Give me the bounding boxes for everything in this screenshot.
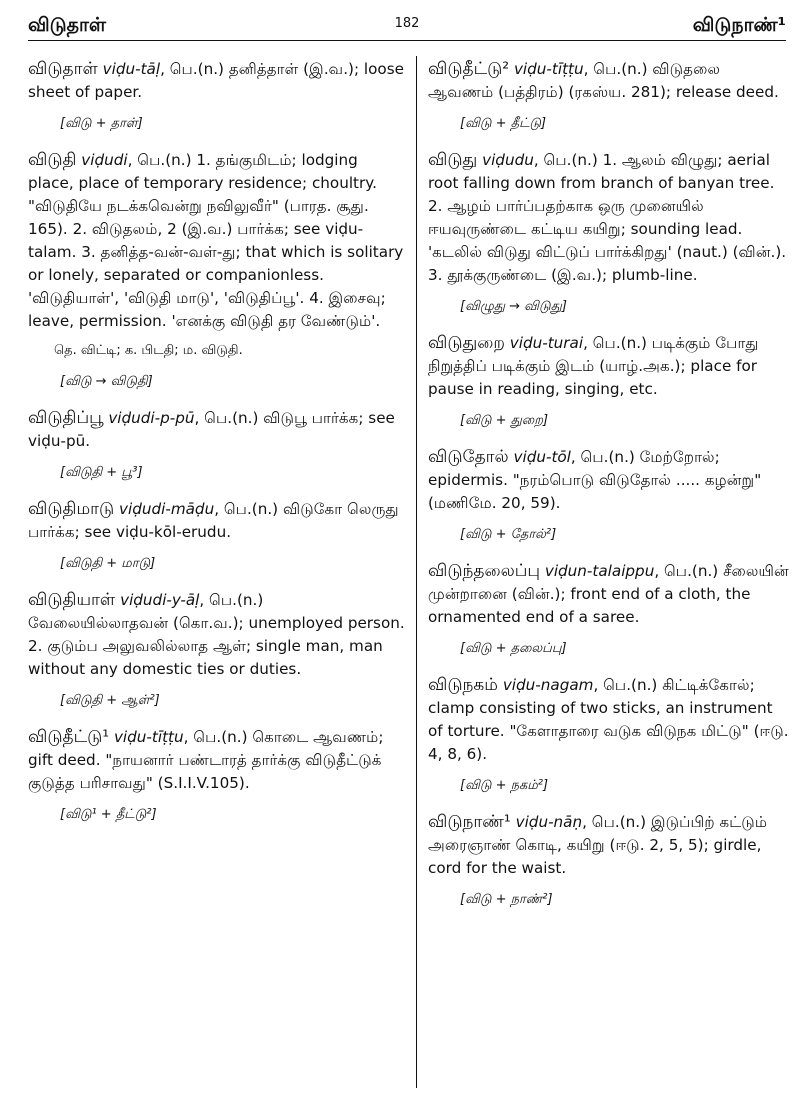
headword: விடுந்தலைப்பு [428, 561, 540, 581]
definition: , பெ.(n.) இடுப்பிற் கட்டும் அரைஞாண் கொடி, கயிறு (ஈடு. 2, 5, 5); girdle, cord for the waist. [428, 813, 768, 877]
etymology: [விடுதி + மாடு] [60, 556, 156, 571]
entry-text [428, 560, 790, 629]
transliteration: viḍudi [81, 151, 128, 169]
transliteration: viḍu-turai [509, 334, 584, 352]
etymology: [விடுதி + பூ³] [60, 465, 143, 480]
left-column [28, 58, 406, 840]
entry-text [428, 674, 790, 766]
dictionary-entry [428, 446, 790, 546]
headword: விடுதீட்டு¹ [28, 727, 110, 747]
right-column [428, 58, 790, 925]
etymology: [விழுது → விடுது] [460, 299, 567, 314]
definition: , பெ.(n.) கிட்டிக்கோல்; clamp consisting of two sticks, an instrument of torture. "கேளாதாரை வடுக விடுநக மிட்டு" (ஈடு. 4, 8, 6). [428, 676, 789, 763]
entry-text [428, 446, 790, 515]
dictionary-entry [428, 560, 790, 660]
headword: விடுநகம் [428, 675, 498, 695]
headword: விடுதோல் [428, 447, 509, 467]
transliteration: viḍudu [482, 151, 534, 169]
entry-text [428, 332, 790, 401]
transliteration: viḍu-tīṭṭu [113, 728, 184, 746]
dictionary-entry [28, 726, 406, 826]
entry-text [28, 589, 406, 681]
definition: , பெ.(n.) கொடை ஆவணம்; gift deed. "நாயனார் பண்டாரத் தார்க்கு விடுதீட்டுக் குடுத்த பரிசாவது" (S.I.I.V.105). [28, 728, 384, 792]
transliteration: viḍu-tīṭṭu [513, 60, 584, 78]
cognates: தெ. விட்டி; க. பிடதி; ம. விடுதி. [54, 343, 243, 358]
etymology: [விடு + நாண்²] [460, 892, 553, 907]
entry-text [28, 498, 406, 544]
definition: , பெ.(n.) தனித்தாள் (இ.வ.); loose sheet of paper. [28, 60, 404, 101]
transliteration: viḍudi-y-āḷ [120, 591, 200, 609]
headword: விடுதுறை [428, 333, 505, 353]
page-number: 182 [394, 16, 420, 31]
dictionary-entry [28, 58, 406, 135]
transliteration: viḍu-nagam [502, 676, 594, 694]
column-divider [416, 56, 417, 1088]
dictionary-entry [428, 332, 790, 432]
etymology: [விடு + தாள்] [60, 116, 143, 131]
headword: விடுநாண்¹ [428, 812, 511, 832]
definition: , பெ.(n.) மேற்றோல்; epidermis. "நரம்பொடு விடுதோல் ..... கழன்று" (மணிமே. 20, 59). [428, 448, 762, 512]
dictionary-entry [28, 407, 406, 484]
dictionary-entry [28, 149, 406, 393]
dictionary-entry [28, 498, 406, 575]
dictionary-entry [428, 811, 790, 911]
headword: விடுது [428, 150, 478, 170]
entry-text [428, 811, 790, 880]
etymology: [விடு + நகம்²] [460, 778, 549, 793]
etymology: [விடு + துறை] [460, 413, 549, 428]
definition: , பெ.(n.) 1. ஆலம் விழுது; aerial root falling down from branch of banyan tree. 2. ஆழம் பார்ப்பதற்காக ஒரு முனையில் ஈயவுருண்டை கட்டிய கயிறு; sounding lead. 'கடலில் விடுது விட்டுப் பார்க்கிறது' (naut.) (வின்.). 3. தூக்குருண்டை (இ.வ.); plumb-line. [428, 151, 787, 284]
dictionary-entry [28, 589, 406, 712]
headword: விடுதி [28, 150, 77, 170]
definition: , பெ.(n.) சீலையின் முன்றானை (வின்.); front end of a cloth, the ornamented end of a saree. [428, 562, 789, 626]
headword: விடுதியாள் [28, 590, 116, 610]
transliteration: viḍu-tāḷ [102, 60, 161, 78]
entry-text [28, 726, 406, 795]
etymology: [விடு¹ + தீட்டு²] [60, 807, 157, 822]
dictionary-entry [428, 58, 790, 135]
entry-text [28, 407, 406, 453]
headword: விடுதிப்பூ [28, 408, 104, 428]
definition: , பெ.(n.) 1. தங்குமிடம்; lodging place, place of temporary residence; choultry. "விடுதியே நடக்கவென்று நவிலுவீர்" (பாரத. சூது. 165). 2. விடுதலம், 2 (இ.வ.) பார்க்க; see viḍu-talam. 3. தனித்த-வன்-வள்-து; that which is solitary or lonely, separated or companionless. 'விடுதியாள்', 'விடுதி மாடு', 'விடுதிப்பூ'. 4. இசைவு; leave, permission. 'எனக்கு விடுதி தர வேண்டும்'. [28, 151, 404, 330]
transliteration: viḍu-nāṇ [515, 813, 583, 831]
transliteration: viḍun-talaippu [544, 562, 655, 580]
entry-text [428, 58, 790, 104]
definition: , பெ.(n.) விடுகோ லெருது பார்க்க; see viḍu-kōl-erudu. [28, 500, 399, 541]
entry-text [28, 149, 406, 333]
transliteration: viḍu-tōl [513, 448, 571, 466]
etymology: [விடு + தோல்²] [460, 527, 557, 542]
running-head-left: விடுதாள் [28, 14, 107, 36]
page-header [28, 14, 786, 41]
etymology: [விடு + தீட்டு] [460, 116, 547, 131]
headword: விடுதிமாடு [28, 499, 115, 519]
definition: , பெ.(n.) படிக்கும் போது நிறுத்திப் படிக்கும் இடம் (யாழ்.அக.); place for pause in reading, singing, etc. [428, 334, 759, 398]
etymology: [விடு + தலைப்பு] [460, 641, 567, 656]
definition: , பெ.(n.) வேலையில்லாதவன் (கொ.வ.); unemployed person. 2. குடும்ப அலுவலில்லாத ஆள்; single man, man without any domestic ties or duties. [28, 591, 405, 678]
headword: விடுதாள் [28, 59, 98, 79]
definition: , பெ.(n.) விடுபூ பார்க்க; see viḍu-pū. [28, 409, 395, 450]
etymology: [விடுதி + ஆள்²] [60, 693, 160, 708]
entry-text [28, 58, 406, 104]
running-head-right: விடுநாண்¹ [692, 14, 786, 36]
dictionary-entry [428, 674, 790, 797]
dictionary-entry [428, 149, 790, 318]
transliteration: viḍudi-māḍu [119, 500, 215, 518]
transliteration: viḍudi-p-pū [108, 409, 195, 427]
entry-text [428, 149, 790, 287]
definition: , பெ.(n.) விடுதலை ஆவணம் (பத்திரம்) (ரகஸ்ய. 281); release deed. [428, 60, 779, 101]
headword: விடுதீட்டு² [428, 59, 510, 79]
etymology: [விடு → விடுதி] [60, 374, 153, 389]
